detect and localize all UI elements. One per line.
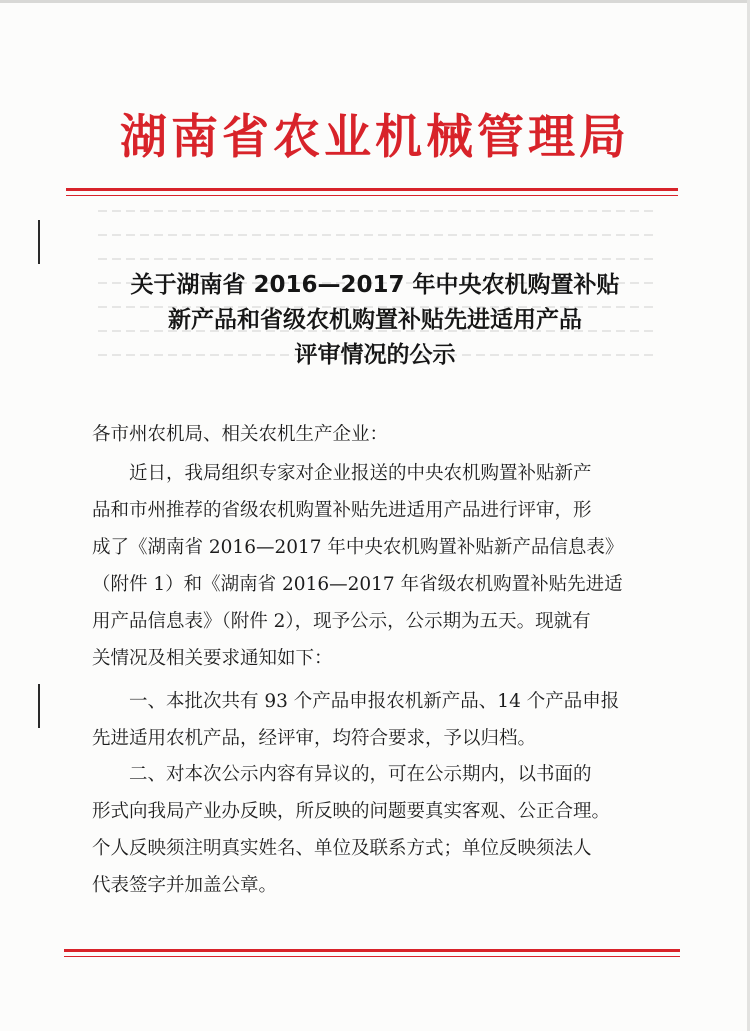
paragraph-line: 品和市州推荐的省级农机购置补贴先进适用产品进行评审，形 bbox=[92, 500, 592, 521]
margin-pen-mark bbox=[38, 220, 40, 264]
footer-red-rule-thin bbox=[64, 956, 680, 957]
paragraph-line: （附件 1）和《湖南省 2016—2017 年省级农机购置补贴先进适 bbox=[92, 574, 623, 595]
paragraph-line: 关情况及相关要求通知如下： bbox=[92, 648, 333, 669]
paragraph-line: 近日，我局组织专家对企业报送的中央农机购置补贴新产 bbox=[92, 463, 592, 484]
body-paragraph bbox=[92, 756, 672, 904]
paragraph-line: 成了《湖南省 2016—2017 年中央农机购置补贴新产品信息表》 bbox=[92, 537, 624, 558]
paragraph-line: 个人反映须注明真实姓名、单位及联系方式；单位反映须法人 bbox=[92, 838, 592, 859]
document-title-line: 评审情况的公示 bbox=[294, 342, 456, 368]
footer-red-rule-thick bbox=[64, 949, 680, 952]
document-title-line: 新产品和省级农机购置补贴先进适用产品 bbox=[168, 307, 582, 333]
document-title-line: 关于湖南省 2016—2017 年中央农机购置补贴 bbox=[130, 272, 620, 298]
agency-letterhead: 湖南省农业机械管理局 bbox=[120, 110, 630, 165]
letterhead-red-rule-thick bbox=[66, 188, 678, 191]
paragraph-line: 形式向我局产业办反映，所反映的问题要真实客观、公正合理。 bbox=[92, 801, 611, 822]
paragraph-line: 用产品信息表》（附件 2），现予公示，公示期为五天。现就有 bbox=[92, 611, 591, 632]
paragraph-line: 代表签字并加盖公章。 bbox=[92, 875, 278, 896]
scan-edge-top bbox=[0, 0, 750, 3]
margin-pen-mark bbox=[38, 684, 40, 728]
document-title bbox=[0, 268, 750, 373]
paragraph-line: 二、对本次公示内容有异议的，可在公示期内，以书面的 bbox=[92, 764, 592, 785]
body-paragraph bbox=[92, 455, 672, 677]
paragraph-line: 一、本批次共有 93 个产品申报农机新产品、14 个产品申报 bbox=[92, 691, 620, 712]
paragraph-line: 先进适用农机产品，经评审，均符合要求，予以归档。 bbox=[92, 728, 537, 749]
salutation: 各市州农机局、相关农机生产企业： bbox=[92, 424, 389, 445]
body-paragraph bbox=[92, 683, 672, 757]
letterhead-red-rule-thin bbox=[66, 195, 678, 196]
